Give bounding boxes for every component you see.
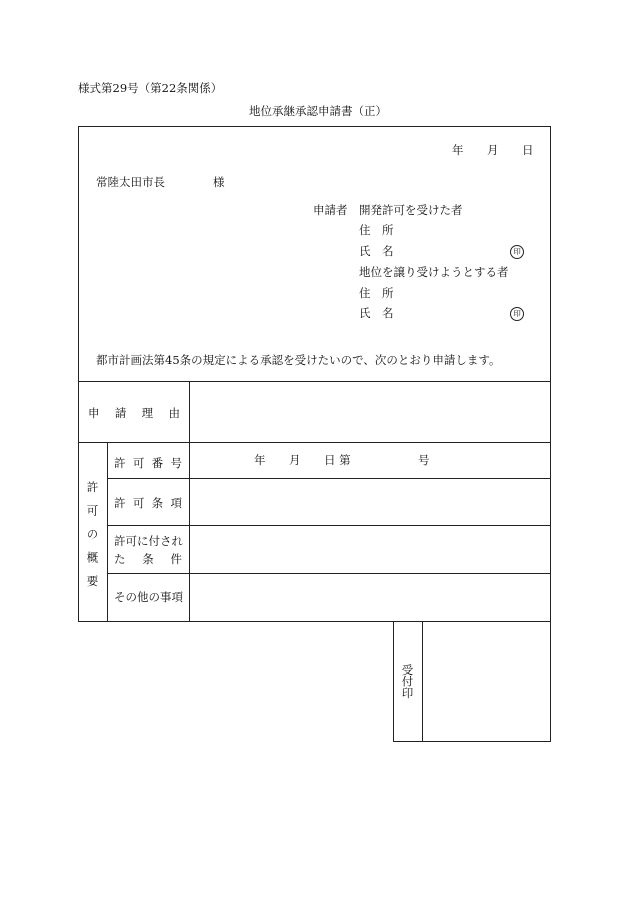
label-char: 番 [151, 456, 164, 470]
label-char: 可 [132, 496, 145, 510]
permit-conditions-label-line2 [114, 551, 182, 567]
table-line [189, 381, 190, 621]
label-char: 号 [170, 456, 182, 470]
successor-address-label: 住 所 [359, 286, 394, 300]
other-matters-label: その他の事項 [114, 590, 183, 604]
permit-number-day-no: 日 第 [324, 453, 351, 467]
form-title: 地位承継承認申請書（正） [249, 104, 387, 118]
successor-label: 地位を譲り受けようとする者 [359, 265, 509, 279]
applicant-label: 申請者 [313, 203, 348, 217]
reception-box-line [393, 621, 394, 742]
permit-holder-label: 開発許可を受けた者 [359, 203, 463, 217]
label-char: 請 [114, 406, 127, 420]
permit-outline-label: 許可の概要 [85, 481, 100, 599]
permit-number-suffix: 号 [418, 453, 430, 467]
reception-box-line [550, 621, 551, 742]
reception-stamp-label: 受付印 [400, 664, 415, 699]
table-line [107, 525, 551, 526]
table-line [107, 478, 551, 479]
form-number: 様式第29号（第22条関係） [78, 81, 223, 95]
permit-number-year: 年 [254, 453, 266, 467]
label-char: た [114, 552, 126, 566]
date-year: 年 [452, 143, 464, 157]
label-char: 申 [88, 406, 100, 420]
reason-label [88, 405, 180, 421]
table-line [78, 621, 551, 622]
label-char: 理 [141, 406, 154, 420]
seal-mark: 印 [510, 245, 524, 259]
label-char: 可 [132, 456, 145, 470]
permit-holder-address-label: 住 所 [359, 223, 394, 237]
permit-clause-label [114, 495, 182, 511]
date-day: 日 [522, 143, 534, 157]
seal-mark: 印 [510, 307, 524, 321]
table-line [107, 442, 108, 621]
table-line [78, 381, 551, 382]
label-char: 条 [151, 496, 164, 510]
label-char: 件 [170, 552, 182, 566]
permit-conditions-label-line1: 許可に付され [114, 534, 183, 548]
permit-number-label [114, 455, 182, 471]
table-line [78, 442, 551, 443]
permit-number-month: 月 [289, 453, 301, 467]
label-char: 由 [168, 406, 180, 420]
successor-name-label: 氏 名 [359, 306, 394, 320]
label-char: 許 [114, 496, 126, 510]
frame-left [78, 126, 79, 621]
frame-right [550, 126, 551, 621]
application-statement: 都市計画法第45条の規定による承認を受けたいので、次のとおり申請します。 [96, 353, 501, 367]
label-char: 条 [142, 552, 154, 566]
permit-holder-name-label: 氏 名 [359, 244, 394, 258]
table-line [107, 573, 551, 574]
reception-box-line [393, 741, 551, 742]
reception-box-line [422, 621, 423, 742]
addressee: 常陸太田市長 [96, 175, 165, 189]
label-char: 項 [170, 496, 182, 510]
date-month: 月 [487, 143, 499, 157]
addressee-honorific: 様 [213, 175, 225, 189]
label-char: 許 [114, 456, 126, 470]
frame-top [78, 126, 551, 127]
